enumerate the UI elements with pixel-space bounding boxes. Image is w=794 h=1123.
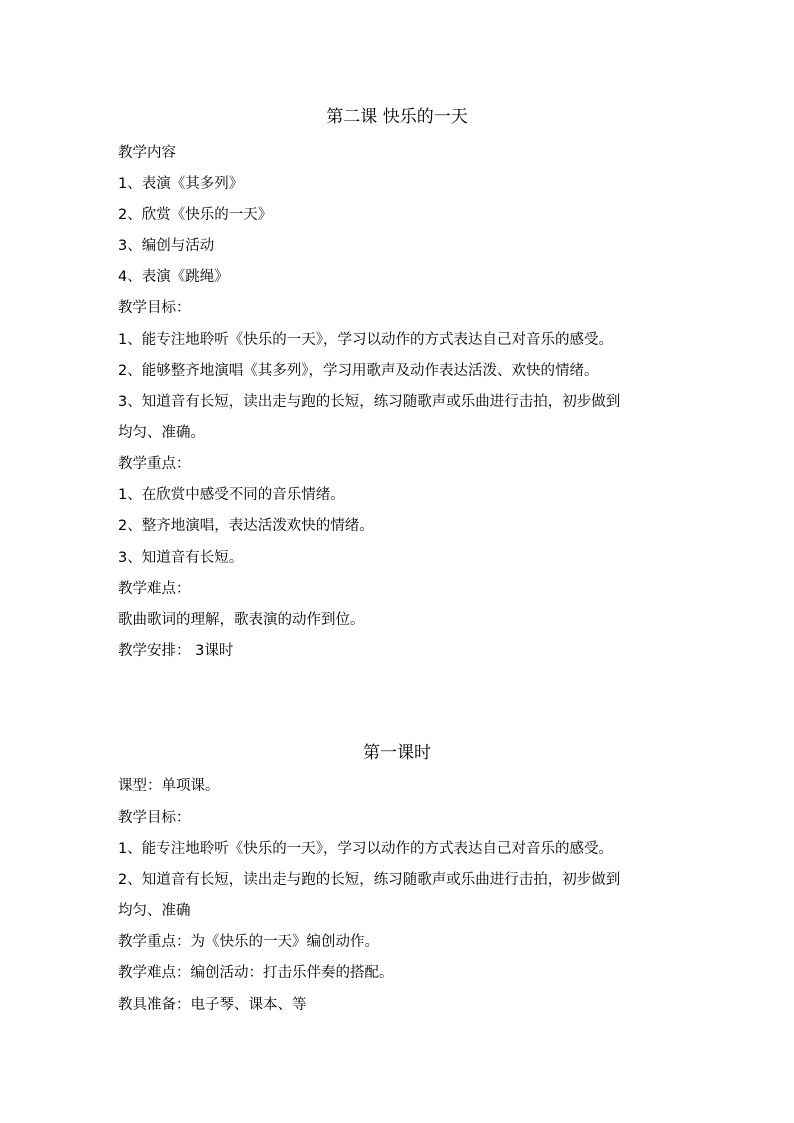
content-item-3: 3、编创与活动 — [118, 238, 215, 254]
lesson-type-line: 课型：单项课。 — [118, 778, 220, 794]
difficulties-heading: 教学难点： — [118, 581, 191, 597]
teaching-content-heading: 教学内容 — [118, 145, 176, 161]
period-objective-1: 1、能专注地聆听《快乐的一天》，学习以动作的方式表达自己对音乐的感受。 — [118, 841, 613, 857]
key-point-1: 1、在欣赏中感受不同的音乐情绪。 — [118, 487, 345, 503]
period-title: 第一课时 — [363, 743, 431, 763]
period-difficulty-line: 教学难点：编创活动：打击乐伴奏的搭配。 — [118, 965, 394, 981]
difficulty-text: 歌曲歌词的理解，歌表演的动作到位。 — [118, 612, 365, 628]
period-objective-2: 2、知道音有长短，读出走与跑的长短，练习随歌声或乐曲进行击拍，初步做到 — [118, 872, 621, 888]
period-key-point-line: 教学重点：为《快乐的一天》编创动作。 — [118, 934, 379, 950]
key-point-2: 2、整齐地演唱，表达活泼欢快的情绪。 — [118, 518, 374, 534]
period-objectives-heading: 教学目标： — [118, 810, 191, 826]
objective-item-1: 1、能专注地聆听《快乐的一天》，学习以动作的方式表达自己对音乐的感受。 — [118, 332, 613, 348]
objective-item-2: 2、能够整齐地演唱《其多列》，学习用歌声及动作表达活泼、欢快的情绪。 — [118, 363, 599, 379]
objective-item-3: 3、知道音有长短，读出走与跑的长短，练习随歌声或乐曲进行击拍，初步做到 — [118, 394, 621, 410]
content-item-2: 2、欣赏《快乐的一天》 — [118, 207, 273, 223]
objective-item-3-continued: 均匀、准确。 — [118, 425, 205, 441]
key-point-3: 3、知道音有长短。 — [118, 550, 244, 566]
key-points-heading: 教学重点： — [118, 456, 191, 472]
period-objective-2-continued: 均匀、准确 — [118, 903, 191, 919]
objectives-heading: 教学目标： — [118, 300, 191, 316]
lesson-title: 第二课 快乐的一天 — [326, 107, 468, 127]
content-item-4: 4、表演《跳绳》 — [118, 269, 229, 285]
teaching-aids-line: 教具准备：电子琴、课本、等 — [118, 997, 307, 1013]
content-item-1: 1、表演《其多列》 — [118, 176, 244, 192]
schedule-line: 教学安排： 3课时 — [118, 643, 234, 659]
